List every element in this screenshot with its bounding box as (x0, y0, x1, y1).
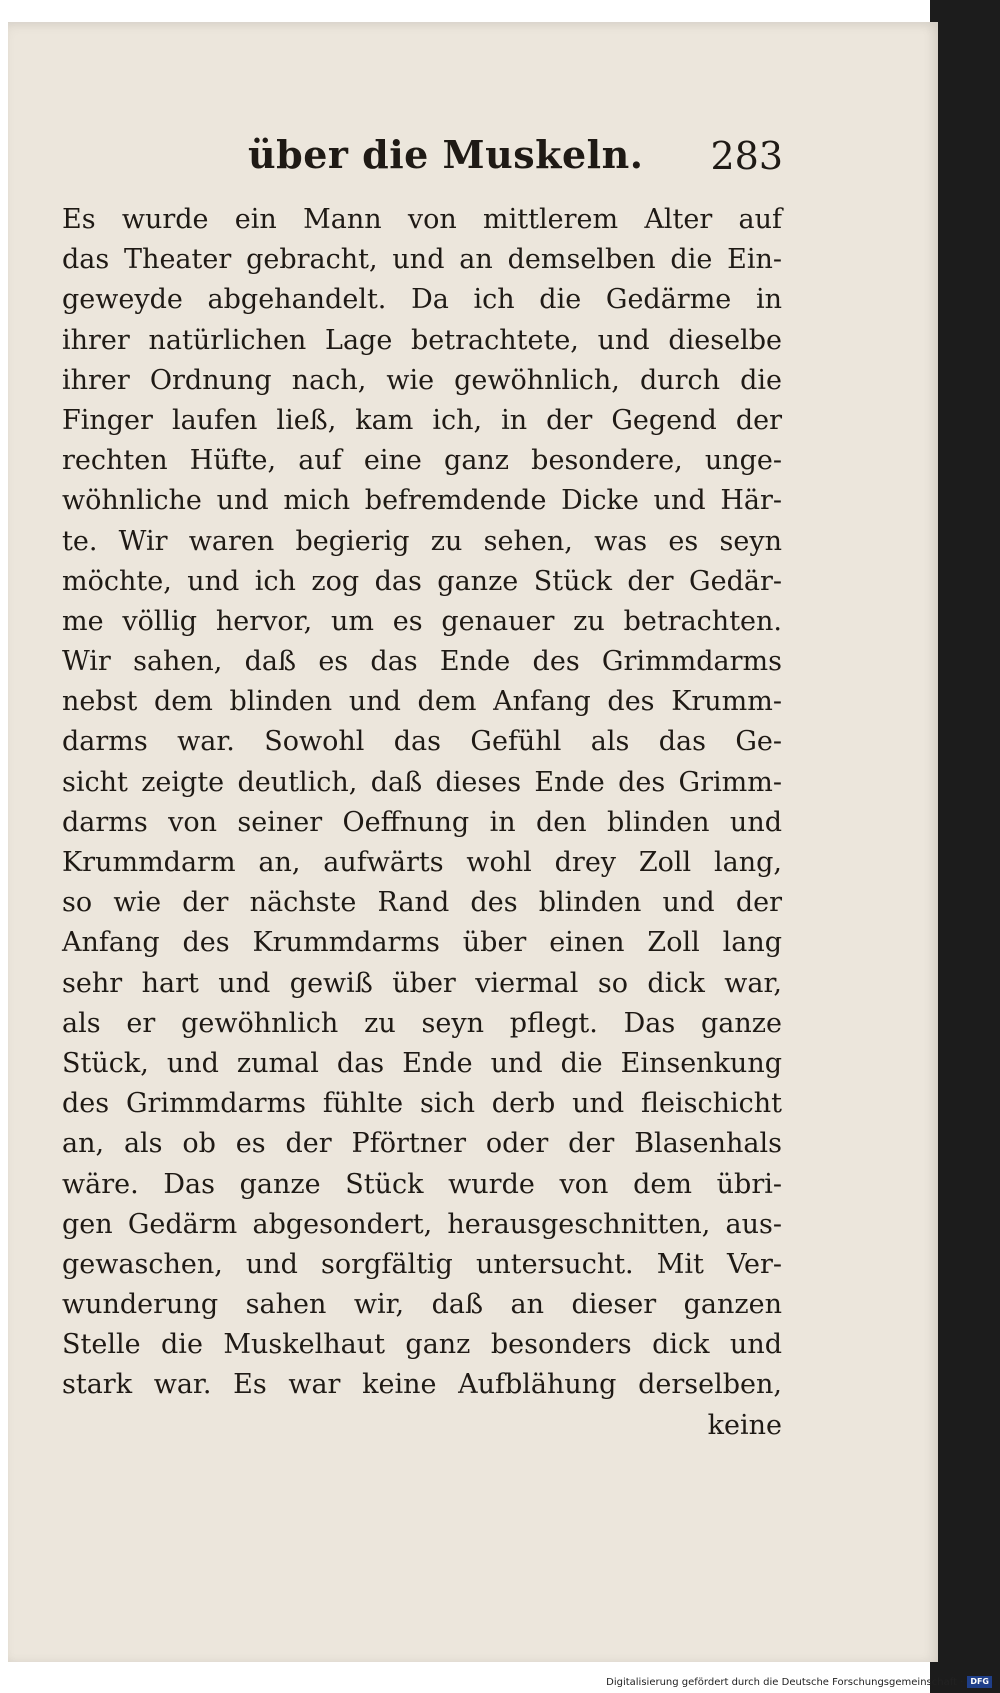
text-line: sehr hart und gewiß über viermal so dick war, (62, 967, 782, 999)
text-line: wöhnliche und mich befremdende Dicke und Här- (62, 485, 782, 517)
text-line: Wir sahen, daß es das Ende des Grimmdarms (62, 646, 782, 678)
text-line: Stelle die Muskelhaut ganz besonders dick und (62, 1329, 782, 1361)
text-line: darms war. Sowohl das Gefühl als das Ge- (62, 726, 782, 758)
text-line: te. Wir waren begierig zu sehen, was es seyn (62, 525, 782, 557)
text-line: nebst dem blinden und dem Anfang des Krumm- (62, 686, 782, 718)
page-number: 283 (710, 134, 783, 178)
dfg-logo: DFG (967, 1676, 992, 1688)
text-line: das Theater gebracht, und an demselben die Ein- (62, 244, 782, 276)
text-line: Krummdarm an, aufwärts wohl drey Zoll lang, (62, 847, 782, 878)
text-line: Stück, und zumal das Ende und die Einsenkung (62, 1047, 782, 1079)
text-line: gewaschen, und sorgfältig untersucht. Mit Ver- (62, 1248, 782, 1280)
digitization-footer (606, 1674, 992, 1690)
book-page (8, 22, 938, 1662)
text-line: geweyde abgehandelt. Da ich die Gedärme in (62, 284, 782, 316)
running-title: über die Muskeln. (248, 132, 644, 177)
text-line: ihrer Ordnung nach, wie gewöhnlich, durch die (62, 364, 782, 396)
scan-background-edge (930, 0, 1000, 1693)
text-line: darms von seiner Oeffnung in den blinden und (62, 806, 782, 838)
page-header (58, 132, 783, 202)
text-line: als er gewöhnlich zu seyn pflegt. Das ganze (62, 1007, 782, 1039)
text-line: stark war. Es war keine Aufblähung derselben, (62, 1369, 782, 1401)
text-line: wunderung sahen wir, daß an dieser ganzen (62, 1289, 782, 1321)
text-line: Es wurde ein Mann von mittlerem Alter auf (62, 204, 782, 235)
text-line: sicht zeigte deutlich, daß dieses Ende des Grimm- (62, 766, 782, 798)
text-line: Anfang des Krummdarms über einen Zoll lang (62, 927, 782, 959)
text-line: gen Gedärm abgesondert, herausgeschnitten, aus- (62, 1208, 782, 1240)
text-line: rechten Hüfte, auf eine ganz besondere, unge- (62, 445, 782, 477)
text-line: wäre. Das ganze Stück wurde von dem übri- (62, 1168, 782, 1200)
catchword: keine (707, 1409, 782, 1441)
text-line: Finger laufen ließ, kam ich, in der Gegend der (62, 404, 782, 436)
text-line: des Grimmdarms fühlte sich derb und fleischicht (62, 1088, 782, 1120)
text-line: so wie der nächste Rand des blinden und der (62, 887, 782, 919)
text-line: ihrer natürlichen Lage betrachtete, und dieselbe (62, 324, 782, 356)
text-line: möchte, und ich zog das ganze Stück der Gedär- (62, 565, 782, 597)
text-line: me völlig hervor, um es genauer zu betrachten. (62, 605, 782, 637)
text-line: an, als ob es der Pförtner oder der Blasenhals (62, 1128, 782, 1160)
funding-notice: Digitalisierung gefördert durch die Deutsche Forschungsgemeinschaft · (606, 1676, 964, 1688)
body-text (62, 200, 782, 1446)
